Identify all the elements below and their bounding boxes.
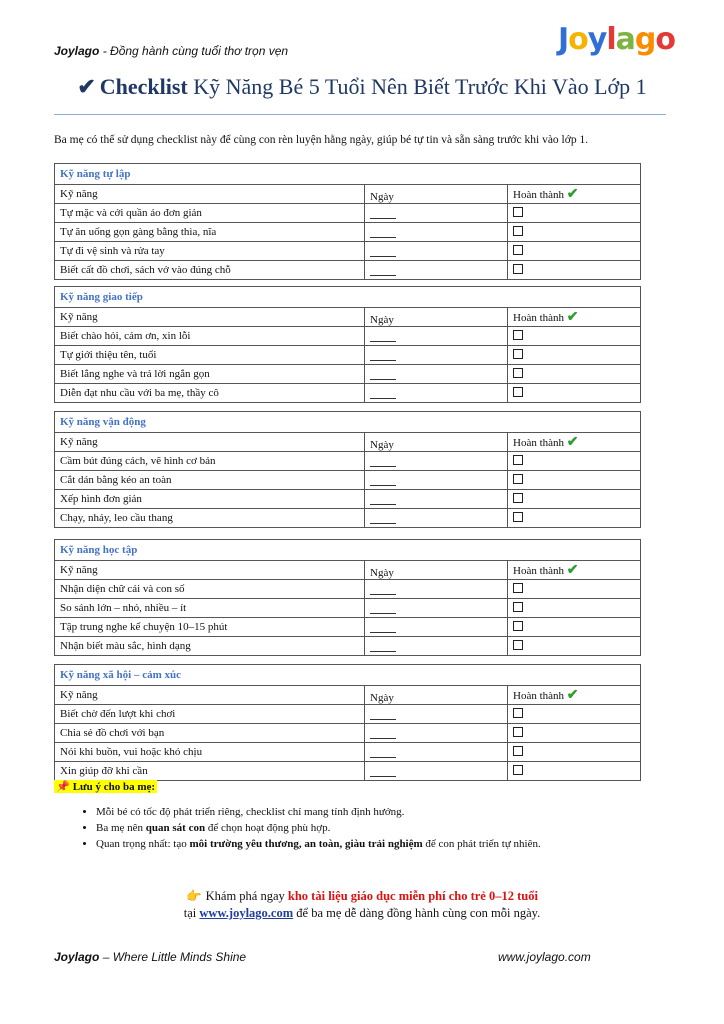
skill-name: Nhận biết màu sắc, hình dạng — [55, 637, 365, 656]
done-cell — [508, 705, 641, 724]
logo-letter: o — [655, 22, 676, 57]
checkbox[interactable] — [513, 455, 523, 465]
checkbox[interactable] — [513, 583, 523, 593]
promo-block — [0, 888, 724, 922]
skill-name: Nói khi buồn, vui hoặc khó chịu — [55, 743, 365, 762]
table-header-row — [55, 686, 641, 705]
skill-name: Biết lắng nghe và trả lời ngắn gọn — [55, 365, 365, 384]
promo-line2-pre: tại — [183, 906, 200, 920]
table-row — [55, 490, 641, 509]
title-bold: Checklist — [99, 74, 188, 99]
note-text: Mỗi bé có tốc độ phát triển riêng, checklist chỉ mang tính định hướng. — [96, 806, 405, 818]
col-done-label: Hoàn thành — [513, 311, 565, 324]
col-done-label: Hoàn thành — [513, 436, 565, 449]
logo-letter: J — [558, 22, 569, 57]
skill-name: Xin giúp đỡ khi cần — [55, 762, 365, 781]
skill-name: Chia sẻ đồ chơi với bạn — [55, 724, 365, 743]
checklist-table — [54, 664, 641, 781]
date-blank[interactable] — [365, 242, 508, 261]
promo-line-1 — [0, 888, 724, 905]
notes-label-text: Lưu ý cho ba mẹ: — [72, 781, 156, 793]
table-row — [55, 384, 641, 403]
table-row — [55, 509, 641, 528]
logo-letter: y — [587, 22, 607, 57]
note-bold: môi trường yêu thương, an toàn, giàu trải nghiệm — [189, 838, 423, 850]
green-check-icon: ✔ — [566, 687, 579, 703]
table-row — [55, 452, 641, 471]
done-cell — [508, 490, 641, 509]
website-link[interactable]: www.joylago.com — [199, 906, 294, 920]
pointing-hand-icon: 👉 — [186, 889, 202, 903]
col-done-label: Hoàn thành — [513, 564, 565, 577]
col-date: Ngày — [365, 308, 508, 327]
skill-name: Cầm bút đúng cách, vẽ hình cơ bản — [55, 452, 365, 471]
table-header-row — [55, 433, 641, 452]
green-check-icon: ✔ — [566, 562, 579, 578]
col-done — [508, 308, 641, 327]
table-row — [55, 705, 641, 724]
page-title — [0, 74, 724, 100]
footer-url: www.joylago.com — [498, 950, 591, 964]
date-blank[interactable] — [365, 509, 508, 528]
checkbox[interactable] — [513, 264, 523, 274]
logo-letter: o — [568, 22, 588, 57]
done-cell — [508, 580, 641, 599]
done-cell — [508, 204, 641, 223]
table-row — [55, 637, 641, 656]
date-blank[interactable] — [365, 637, 508, 656]
col-date: Ngày — [365, 185, 508, 204]
skill-name: Diễn đạt nhu cầu với ba mẹ, thầy cô — [55, 384, 365, 403]
date-blank[interactable] — [365, 580, 508, 599]
col-done — [508, 185, 641, 204]
skill-name: Biết cất đồ chơi, sách vở vào đúng chỗ — [55, 261, 365, 280]
table-row — [55, 204, 641, 223]
green-check-icon: ✔ — [566, 434, 579, 450]
pin-icon: 📌 — [56, 781, 70, 793]
checkbox[interactable] — [513, 226, 523, 236]
table-row — [55, 743, 641, 762]
skill-name: Biết chờ đến lượt khi chơi — [55, 705, 365, 724]
section-title: Kỹ năng vận động — [55, 412, 641, 433]
date-blank[interactable] — [365, 452, 508, 471]
done-cell — [508, 762, 641, 781]
checkbox[interactable] — [513, 330, 523, 340]
table-header-row — [55, 308, 641, 327]
skill-name: Tự ăn uống gọn gàng bằng thìa, nĩa — [55, 223, 365, 242]
done-cell — [508, 452, 641, 471]
date-blank[interactable] — [365, 261, 508, 280]
table-row — [55, 346, 641, 365]
date-blank[interactable] — [365, 743, 508, 762]
col-date: Ngày — [365, 433, 508, 452]
promo-line-2 — [0, 905, 724, 922]
intro-text: Ba mẹ có thể sử dụng checklist này để cùng con rèn luyện hằng ngày, giúp bé tự tin và sẵn sàng trước khi vào lớp 1. — [54, 134, 589, 146]
checkbox[interactable] — [513, 349, 523, 359]
table-row — [55, 223, 641, 242]
checklist-table — [54, 411, 641, 528]
done-cell — [508, 365, 641, 384]
done-cell — [508, 599, 641, 618]
note-text-post: để chọn hoạt động phù hợp. — [205, 822, 331, 834]
logo-letter: l — [606, 22, 616, 57]
checkbox[interactable] — [513, 727, 523, 737]
checklist-table — [54, 286, 641, 403]
checkbox[interactable] — [513, 245, 523, 255]
done-cell — [508, 223, 641, 242]
promo-line2-post: để ba mẹ dễ dàng đồng hành cùng con mỗi ngày. — [293, 906, 541, 920]
col-skill: Kỹ năng — [55, 686, 365, 705]
table-row — [55, 365, 641, 384]
date-blank[interactable] — [365, 365, 508, 384]
col-date: Ngày — [365, 561, 508, 580]
table-row — [55, 471, 641, 490]
date-blank[interactable] — [365, 384, 508, 403]
done-cell — [508, 509, 641, 528]
col-skill: Kỹ năng — [55, 433, 365, 452]
done-cell — [508, 384, 641, 403]
notes-list — [78, 806, 541, 854]
checkbox[interactable] — [513, 387, 523, 397]
footer-slogan — [54, 950, 246, 964]
date-blank[interactable] — [365, 724, 508, 743]
promo-highlight: kho tài liệu giáo dục miễn phí cho trẻ 0–12 tuổi — [287, 889, 538, 903]
note-item — [96, 838, 541, 850]
done-cell — [508, 346, 641, 365]
note-text: Ba mẹ nên — [96, 822, 146, 834]
table-row — [55, 327, 641, 346]
section-title: Kỹ năng giao tiếp — [55, 287, 641, 308]
done-cell — [508, 724, 641, 743]
logo-letter: g — [634, 22, 656, 57]
skill-name: Tự mặc và cởi quần áo đơn giản — [55, 204, 365, 223]
checkbox[interactable] — [513, 621, 523, 631]
date-blank[interactable] — [365, 705, 508, 724]
title-divider — [54, 114, 666, 115]
date-blank[interactable] — [365, 471, 508, 490]
date-blank[interactable] — [365, 346, 508, 365]
table-row — [55, 762, 641, 781]
joylago-logo — [558, 22, 675, 57]
skill-name: Nhận diện chữ cái và con số — [55, 580, 365, 599]
checkbox[interactable] — [513, 368, 523, 378]
checkbox[interactable] — [513, 602, 523, 612]
footer-slogan-text: – Where Little Minds Shine — [99, 950, 247, 964]
table-header-row — [55, 561, 641, 580]
table-row — [55, 724, 641, 743]
col-skill: Kỹ năng — [55, 185, 365, 204]
col-done — [508, 561, 641, 580]
col-done — [508, 433, 641, 452]
checklist-table — [54, 539, 641, 656]
skill-name: So sánh lớn – nhỏ, nhiều – ít — [55, 599, 365, 618]
note-bold: quan sát con — [145, 822, 206, 834]
notes-label — [54, 780, 157, 793]
col-done-label: Hoàn thành — [513, 188, 565, 201]
col-skill: Kỹ năng — [55, 561, 365, 580]
table-row — [55, 242, 641, 261]
title-rest: Kỹ Năng Bé 5 Tuổi Nên Biết Trước Khi Vào Lớp 1 — [187, 74, 647, 99]
note-text-post: để con phát triển tự nhiên. — [422, 838, 541, 850]
section-title: Kỹ năng học tập — [55, 540, 641, 561]
header-tagline — [54, 44, 288, 58]
skill-name: Xếp hình đơn giản — [55, 490, 365, 509]
date-blank[interactable] — [365, 490, 508, 509]
checklist-table — [54, 163, 641, 280]
check-icon: ✔ — [77, 74, 96, 99]
checkbox[interactable] — [513, 746, 523, 756]
green-check-icon: ✔ — [566, 309, 579, 325]
header-tagline-text: - Đồng hành cùng tuổi thơ trọn vẹn — [99, 44, 289, 58]
done-cell — [508, 242, 641, 261]
checkbox[interactable] — [513, 474, 523, 484]
checkbox[interactable] — [513, 207, 523, 217]
note-text: Quan trọng nhất: tạo — [96, 838, 190, 850]
footer-brand: Joylago — [54, 950, 100, 964]
note-item — [96, 806, 541, 818]
done-cell — [508, 261, 641, 280]
checkbox[interactable] — [513, 765, 523, 775]
promo-pre: Khám phá ngay — [205, 889, 288, 903]
section-title: Kỹ năng tự lập — [55, 164, 641, 185]
table-header-row — [55, 185, 641, 204]
date-blank[interactable] — [365, 762, 508, 781]
table-row — [55, 580, 641, 599]
date-blank[interactable] — [365, 223, 508, 242]
done-cell — [508, 743, 641, 762]
done-cell — [508, 637, 641, 656]
skill-name: Cắt dán bằng kéo an toàn — [55, 471, 365, 490]
logo-letter: a — [615, 22, 635, 57]
col-done — [508, 686, 641, 705]
done-cell — [508, 471, 641, 490]
date-blank[interactable] — [365, 618, 508, 637]
skill-name: Chạy, nhảy, leo cầu thang — [55, 509, 365, 528]
checkbox[interactable] — [513, 640, 523, 650]
section-title: Kỹ năng xã hội – cảm xúc — [55, 665, 641, 686]
date-blank[interactable] — [365, 204, 508, 223]
skill-name: Tập trung nghe kể chuyện 10–15 phút — [55, 618, 365, 637]
skill-name: Tự đi vệ sinh và rửa tay — [55, 242, 365, 261]
table-row — [55, 618, 641, 637]
table-row — [55, 261, 641, 280]
date-blank[interactable] — [365, 327, 508, 346]
done-cell — [508, 327, 641, 346]
col-done-label: Hoàn thành — [513, 689, 565, 702]
skill-name: Tự giới thiệu tên, tuổi — [55, 346, 365, 365]
col-skill: Kỹ năng — [55, 308, 365, 327]
done-cell — [508, 618, 641, 637]
date-blank[interactable] — [365, 599, 508, 618]
checkbox[interactable] — [513, 493, 523, 503]
skill-name: Biết chào hỏi, cảm ơn, xin lỗi — [55, 327, 365, 346]
header-brand: Joylago — [54, 44, 100, 58]
table-row — [55, 599, 641, 618]
green-check-icon: ✔ — [566, 186, 579, 202]
note-item — [96, 822, 541, 834]
col-date: Ngày — [365, 686, 508, 705]
checkbox[interactable] — [513, 512, 523, 522]
checkbox[interactable] — [513, 708, 523, 718]
